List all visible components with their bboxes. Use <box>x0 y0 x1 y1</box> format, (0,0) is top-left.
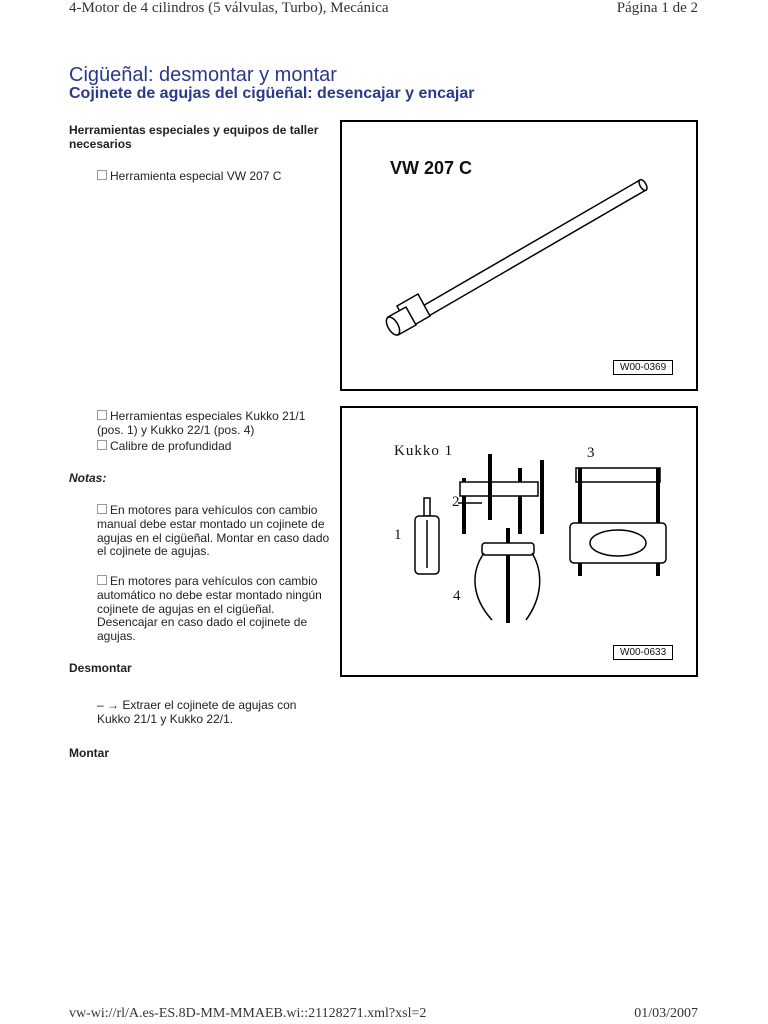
figure-pos-label: 2 <box>452 494 460 510</box>
footer-url: vw-wi://rl/A.es-ES.8D-MM-MMAEB.wi::21128271.xml?xsl=2 <box>69 1006 427 1021</box>
header-page-number: Página 1 de 2 <box>616 0 698 16</box>
tool-item-text: Herramienta especial VW 207 C <box>110 169 282 183</box>
tool-item <box>97 410 332 438</box>
remove-heading: Desmontar <box>69 661 132 675</box>
checkbox-bullet-icon <box>97 440 107 450</box>
remove-step: – → Extraer el cojinete de agujas con Kukko 21/1 y Kukko 22/1. <box>97 698 297 726</box>
install-heading: Montar <box>69 746 109 760</box>
tool-item-text: Herramientas especiales Kukko 21/1 (pos. 1) y Kukko 22/1 (pos. 4) <box>97 409 306 437</box>
note-item <box>97 575 332 644</box>
figure-pos-label: 3 <box>587 445 595 461</box>
figure-ref-label: W00-0369 <box>613 360 673 375</box>
note-item <box>97 504 332 559</box>
tools-heading: Herramientas especiales y equipos de taller necesarios <box>69 123 319 151</box>
checkbox-bullet-icon <box>97 170 107 180</box>
tool-item <box>97 170 332 184</box>
page-title: Cigüeñal: desmontar y montar <box>69 64 337 86</box>
figure-kukko <box>340 406 698 677</box>
vw207c-drawing <box>342 122 696 389</box>
figure-pos-label: 1 <box>394 527 402 543</box>
figure-ref-label: W00-0633 <box>613 645 673 660</box>
note-text: En motores para vehículos con cambio manual debe estar montado un cojinete de agujas en el cigüeñal. Montar en caso dado el cojinete de agujas. <box>97 503 330 559</box>
figure-pos-label: 4 <box>453 588 461 604</box>
figure-title: Kukko 1 <box>394 443 454 459</box>
checkbox-bullet-icon <box>97 575 107 585</box>
tool-item-text: Calibre de profundidad <box>110 439 232 453</box>
kukko-drawing <box>342 408 696 675</box>
checkbox-bullet-icon <box>97 410 107 420</box>
footer-date: 01/03/2007 <box>634 1006 698 1021</box>
notes-heading: Notas: <box>69 471 107 485</box>
header-section-title: 4-Motor de 4 cilindros (5 válvulas, Turbo), Mecánica <box>69 0 389 16</box>
figure-tool-name: VW 207 C <box>390 158 473 178</box>
figure-vw207c <box>340 120 698 391</box>
note-text: En motores para vehículos con cambio automático no debe estar montado ningún cojinete de agujas en el cigüeñal. Desencajar en caso dado el cojinete de agujas. <box>97 574 322 644</box>
checkbox-bullet-icon <box>97 504 107 514</box>
page-subtitle: Cojinete de agujas del cigüeñal: desencajar y encajar <box>69 85 475 102</box>
tool-item <box>97 440 332 454</box>
